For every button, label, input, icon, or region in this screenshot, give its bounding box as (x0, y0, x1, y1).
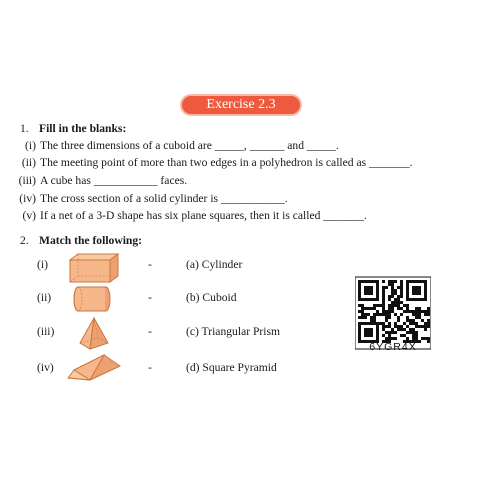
match-row-1-dash: - (148, 258, 152, 271)
q1-item-3-text: A cube has ___________ faces. (40, 174, 188, 187)
q1-heading: Fill in the blanks: (39, 122, 127, 135)
match-row-4-number: (iv) (37, 361, 54, 374)
square-pyramid-icon (76, 316, 112, 352)
q1-item-4-number: (iv) (19, 192, 36, 205)
match-row-2-answer: (b) Cuboid (186, 291, 237, 304)
q1-item-2-text: The meeting point of more than two edges in a polyhedron is called as _______. (40, 156, 413, 169)
q2-number: 2. (20, 234, 29, 247)
q1-item-2-number: (ii) (21, 156, 36, 169)
match-row-3-answer: (c) Triangular Prism (186, 325, 281, 338)
triangular-prism-icon (66, 352, 122, 382)
q2-heading: Match the following: (39, 234, 143, 247)
q1-item-2 (12, 156, 413, 170)
match-row-2-dash: - (148, 291, 152, 304)
qr-code-label: 6YGR4X (369, 341, 417, 353)
q1-item-4-text: The cross section of a solid cylinder is ___________. (40, 192, 288, 205)
match-row-4-answer: (d) Square Pyramid (186, 361, 277, 374)
q1-item-3-number: (iii) (18, 174, 36, 187)
cuboid-icon (68, 252, 120, 284)
q1-item-3 (12, 174, 187, 188)
match-row-1-answer: (a) Cylinder (186, 258, 243, 271)
exercise-title: Exercise 2.3 (206, 97, 276, 112)
q1-item-1-number: (i) (25, 139, 36, 152)
q1-item-5 (12, 209, 367, 223)
match-row-3-number: (iii) (37, 325, 55, 338)
match-row-1-number: (i) (37, 258, 48, 271)
q1-item-4 (12, 192, 288, 206)
match-row-3-dash: - (148, 325, 152, 338)
q1-item-5-text: If a net of a 3-D shape has six plane squares, then it is called _______. (40, 209, 367, 222)
match-row-4-dash: - (148, 361, 152, 374)
q1-item-5-number: (v) (22, 209, 36, 222)
q1-number: 1. (20, 122, 29, 135)
q1-item-1 (12, 139, 339, 153)
match-row-2-number: (ii) (37, 291, 52, 304)
exercise-title-badge (180, 94, 302, 116)
cylinder-icon (73, 285, 113, 313)
q1-item-1-text: The three dimensions of a cuboid are _____, ______ and _____. (40, 139, 339, 152)
